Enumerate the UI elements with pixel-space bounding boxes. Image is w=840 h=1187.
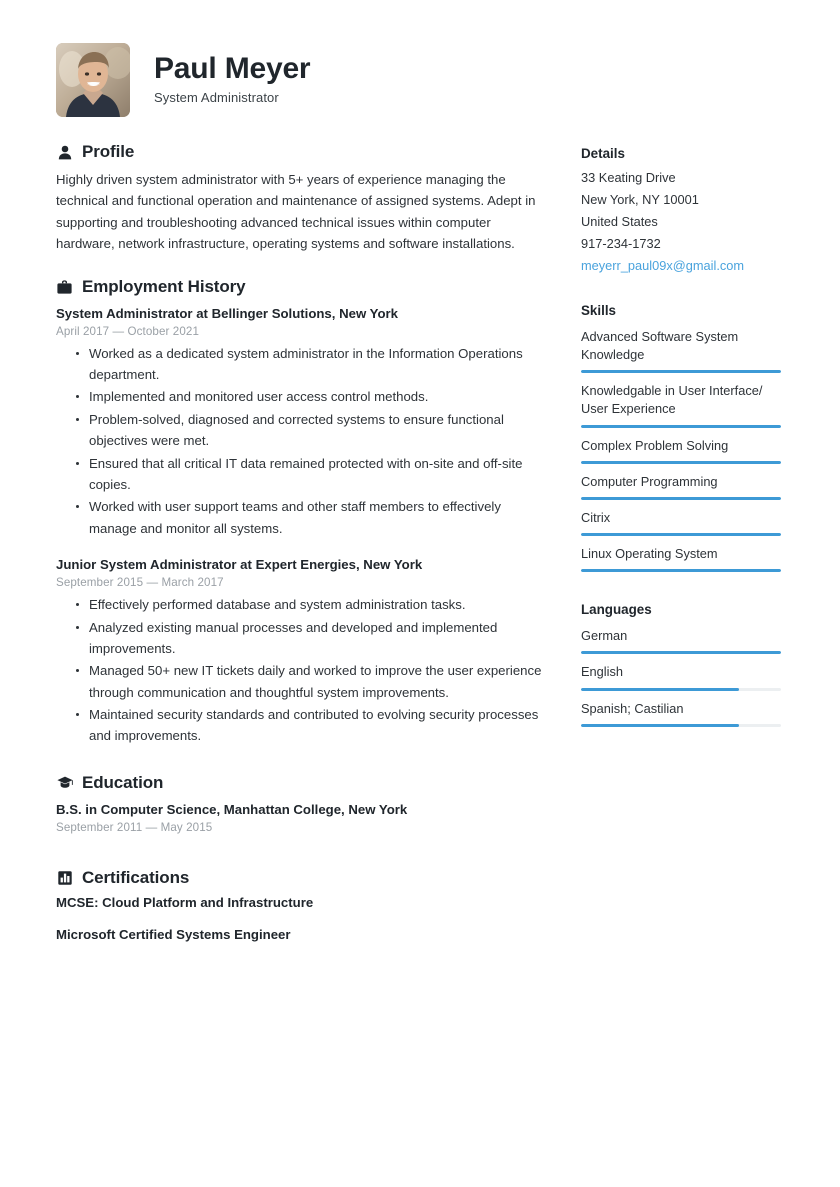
resume-header: [0, 0, 840, 120]
list-item: Maintained security standards and contributed to evolving security processes and improvements.: [89, 704, 546, 747]
certification-item: MCSE: Cloud Platform and Infrastructure: [56, 894, 314, 910]
section-education: [56, 773, 546, 834]
language-level-bar: [581, 724, 781, 727]
entry-bullets: [56, 343, 546, 539]
skill-level-fill: [581, 497, 781, 500]
skill-item: [581, 433, 781, 464]
skill-level-bar: [581, 370, 781, 373]
person-icon: [56, 144, 73, 161]
employment-entry: [56, 304, 546, 540]
section-title: Certifications: [82, 867, 190, 887]
language-item: [581, 659, 781, 690]
entry-date: September 2015 — March 2017: [56, 576, 224, 590]
section-title: Education: [82, 772, 164, 792]
address-line: 33 Keating Drive: [581, 170, 676, 185]
email-link[interactable]: meyerr_paul09x@gmail.com: [581, 258, 745, 273]
list-item: Effectively performed database and system administration tasks.: [89, 594, 546, 615]
skill-item: [581, 469, 781, 500]
section-certifications: [56, 868, 546, 942]
entry-date: September 2011 — May 2015: [56, 820, 213, 834]
skill-level-bar: [581, 461, 781, 464]
profile-text: Highly driven system administrator with 5+ years of experience managing the technical and functional operation and maintenance of assigned systems. Adept in supporting and troubleshooting advanced technical issues within computer hardware, network infrastructure, operating systems and software installations.: [56, 172, 536, 252]
section-header: [56, 142, 546, 162]
skill-level-fill: [581, 569, 781, 572]
skill-label: Advanced Software System Knowledge: [581, 329, 739, 363]
main-column: [56, 142, 546, 964]
skill-item: [581, 541, 781, 572]
skill-label: Citrix: [581, 509, 611, 525]
language-item: [581, 696, 781, 727]
language-label: English: [581, 664, 623, 680]
address-line: United States: [581, 214, 658, 229]
sidebar-section-skills: [581, 303, 781, 572]
skill-level-fill: [581, 370, 781, 373]
skill-item: [581, 378, 781, 427]
section-title: Profile: [82, 142, 135, 161]
entry-title: B.S. in Computer Science, Manhattan College, New York: [56, 801, 408, 817]
certificate-chart-icon: [56, 869, 73, 886]
entry-bullets: [56, 594, 546, 747]
page-title: Paul Meyer: [154, 51, 311, 85]
language-level-fill: [581, 724, 739, 727]
sidebar-title: Details: [581, 146, 625, 161]
graduation-cap-icon: [56, 774, 73, 791]
skill-label: Knowledgable in User Interface/ User Experience: [581, 383, 763, 417]
briefcase-icon: [56, 278, 73, 295]
language-item: [581, 623, 781, 654]
skill-level-fill: [581, 461, 781, 464]
section-title: Employment History: [82, 276, 246, 296]
skill-level-bar: [581, 425, 781, 428]
sidebar-section-details: [581, 146, 781, 277]
section-header: [56, 773, 546, 793]
certification-item: Microsoft Certified Systems Engineer: [56, 926, 291, 942]
address-line: New York, NY 10001: [581, 192, 699, 207]
skill-level-fill: [581, 533, 781, 536]
list-item: Ensured that all critical IT data remained protected with on-site and off-site copies.: [89, 453, 546, 496]
skill-level-bar: [581, 533, 781, 536]
skill-item: [581, 505, 781, 536]
name-block: [154, 52, 310, 109]
employment-entry: [56, 555, 546, 747]
skill-label: Computer Programming: [581, 473, 718, 489]
sidebar-section-languages: [581, 602, 781, 726]
list-item: Problem-solved, diagnosed and corrected systems to ensure functional objectives were met.: [89, 409, 546, 452]
phone-number: 917-234-1732: [581, 236, 661, 251]
language-level-bar: [581, 688, 781, 691]
education-entry: [56, 800, 546, 834]
section-header: [56, 868, 546, 888]
list-item: Implemented and monitored user access control methods.: [89, 386, 546, 407]
section-employment: [56, 277, 546, 747]
avatar: [56, 43, 130, 117]
skill-label: Linux Operating System: [581, 546, 718, 562]
language-label: German: [581, 628, 628, 644]
list-item: Analyzed existing manual processes and developed and implemented improvements.: [89, 617, 546, 660]
portrait-photo-icon: [56, 43, 130, 117]
sidebar-title: Skills: [581, 303, 616, 318]
list-item: Worked with user support teams and other staff members to effectively manage and monitor all systems.: [89, 496, 546, 539]
section-header: [56, 277, 546, 297]
skill-level-bar: [581, 497, 781, 500]
skill-label: Complex Problem Solving: [581, 437, 729, 453]
language-level-bar: [581, 651, 781, 654]
section-profile: [56, 142, 546, 255]
list-item: Worked as a dedicated system administrator in the Information Operations department.: [89, 343, 546, 386]
sidebar-title: Languages: [581, 602, 652, 618]
skill-level-fill: [581, 425, 781, 428]
language-level-fill: [581, 651, 781, 654]
entry-title: System Administrator at Bellinger Solutions, New York: [56, 305, 398, 321]
entry-title: Junior System Administrator at Expert Energies, New York: [56, 557, 423, 573]
skill-level-bar: [581, 569, 781, 572]
entry-date: April 2017 — October 2021: [56, 324, 199, 338]
language-level-fill: [581, 688, 739, 691]
list-item: Managed 50+ new IT tickets daily and worked to improve the user experience through communication and thoughtful system improvements.: [89, 660, 546, 703]
sidebar-column: [581, 142, 781, 753]
resume-body: [0, 120, 840, 964]
job-title: System Administrator: [154, 89, 279, 105]
language-label: Spanish; Castilian: [581, 700, 684, 716]
skill-item: [581, 324, 781, 373]
